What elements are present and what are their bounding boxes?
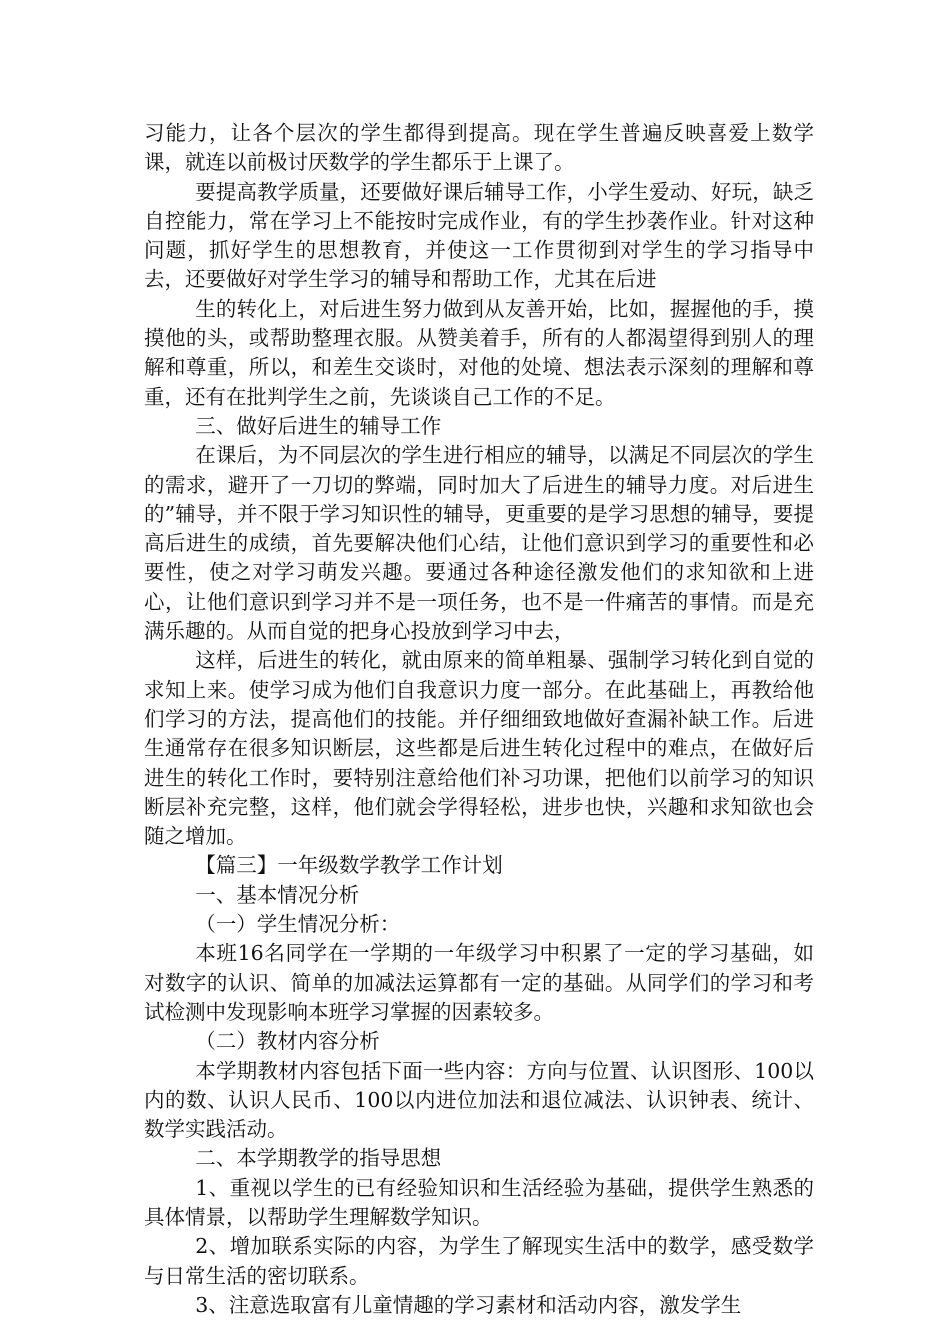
paragraph-8: 1、重视以学生的已有经验知识和生活经验为基础，提供学生熟悉的具体情景，以帮助学生理解数学知识。: [144, 1175, 814, 1229]
paragraph-7: 本学期教材内容包括下面一些内容：方向与位置、认识图形、100以内的数、认识人民币、100以内进位加法和退位减法、认识钟表、统计、数学实践活动。: [144, 1058, 814, 1142]
paragraph-3: 生的转化上，对后进生努力做到从友善开始，比如，握握他的手，摸摸他的头，或帮助整理衣服。从赞美着手，所有的人都渴望得到别人的理解和尊重，所以，和差生交谈时，对他的处境、想法表示深刻的理解和尊重，还有在批判学生之前，先谈谈自己工作的不足。: [144, 296, 814, 409]
section-heading-3: 三、做好后进生的辅导工作: [195, 413, 442, 438]
paragraph-1: 习能力，让各个层次的学生都得到提高。现在学生普遍反映喜爱上数学课，就连以前极讨厌数学的学生都乐于上课了。: [144, 121, 814, 175]
chapter-title: 【篇三】一年级数学教学工作计划: [195, 853, 503, 878]
subsection-heading-1: （一）学生情况分析：: [195, 912, 401, 937]
paragraph-9: 2、增加联系实际的内容，为学生了解现实生活中的数学，感受数学与日常生活的密切联系。: [144, 1234, 814, 1288]
paragraph-5: 这样，后进生的转化，就由原来的简单粗暴、强制学习转化到自觉的求知上来。使学习成为他们自我意识力度一部分。在此基础上，再教给他们学习的方法，提高他们的技能。并仔细细致地做好查漏补缺工作。后进生通常存在很多知识断层，这些都是后进生转化过程中的难点，在做好后进生的转化工作时，要特别注意给他们补习功课，把他们以前学习的知识断层补充完整，这样，他们就会学得轻松，进步也快，兴趣和求知欲也会随之增加。: [144, 648, 814, 849]
paragraph-4: 在课后，为不同层次的学生进行相应的辅导，以满足不同层次的学生的需求，避开了一刀切的弊端，同时加大了后进生的辅导力度。对后进生的”辅导，并不限于学习知识性的辅导，更重要的是学习思想的辅导，要提高后进生的成绩，首先要解决他们心结，让他们意识到学习的重要性和必要性，使之对学习萌发兴趣。要通过各种途径激发他们的求知欲和上进心，让他们意识到学习并不是一项任务，也不是一件痛苦的事情。而是充满乐趣的。从而自觉的把身心投放到学习中去，: [144, 443, 814, 644]
subsection-heading-2: （二）教材内容分析: [195, 1029, 380, 1054]
document-body: [144, 119, 814, 1320]
paragraph-10: 3、注意选取富有儿童情趣的学习素材和活动内容，激发学生: [195, 1292, 742, 1317]
section-heading-1: 一、基本情况分析: [195, 882, 360, 907]
paragraph-2: 要提高教学质量，还要做好课后辅导工作，小学生爱动、好玩，缺乏自控能力，常在学习上不能按时完成作业，有的学生抄袭作业。针对这种问题，抓好学生的思想教育，并使这一工作贯彻到对学生的学习指导中去，还要做好对学生学习的辅导和帮助工作，尤其在后进: [144, 179, 814, 292]
section-heading-2: 二、本学期教学的指导思想: [195, 1146, 442, 1171]
paragraph-6: 本班16名同学在一学期的一年级学习中积累了一定的学习基础，如对数字的认识、简单的加减法运算都有一定的基础。从同学们的学习和考试检测中发现影响本班学习掌握的因素较多。: [144, 941, 814, 1024]
